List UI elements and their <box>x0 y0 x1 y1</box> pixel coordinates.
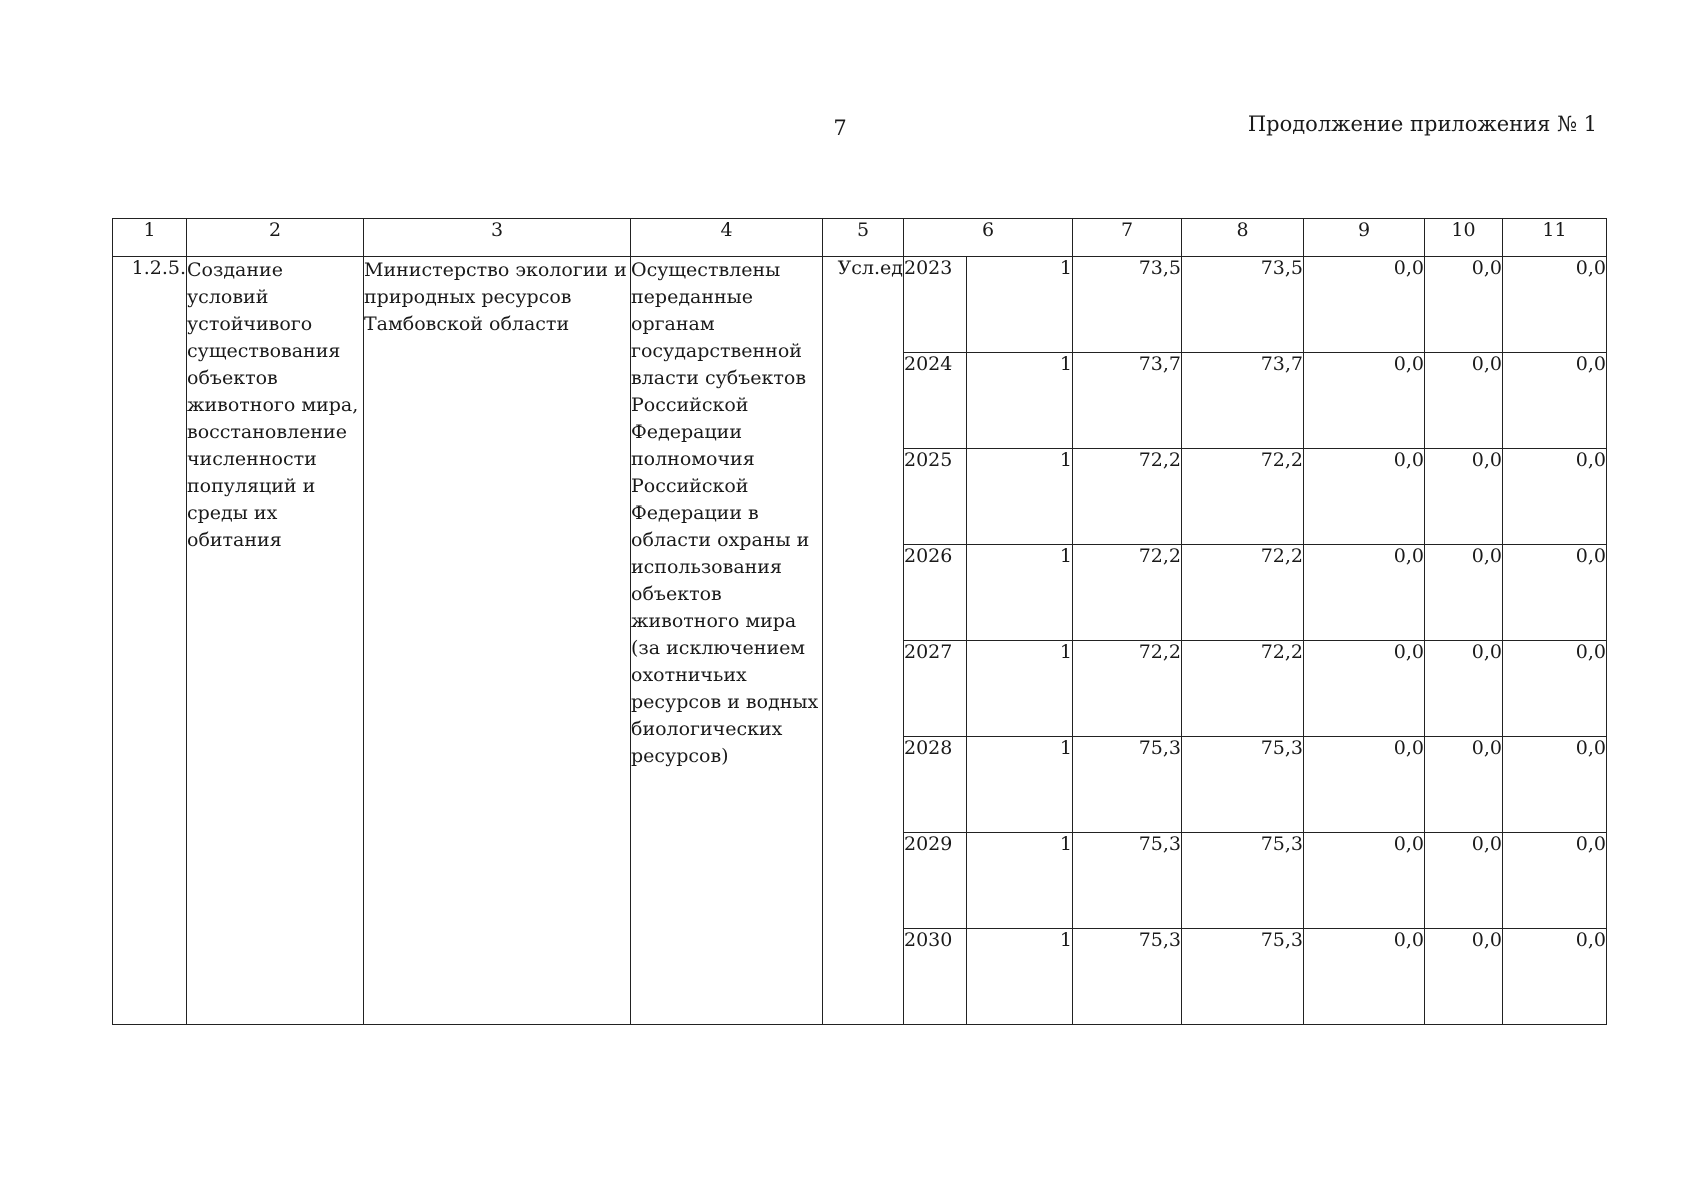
indicator-value-cell: 1 <box>967 833 1073 929</box>
amount-cell: 0,0 <box>1425 353 1503 449</box>
amount-cell: 75,3 <box>1073 929 1182 1025</box>
column-number: 9 <box>1304 219 1425 257</box>
appendix-label: Продолжение приложения № 1 <box>1247 112 1597 136</box>
data-table <box>112 218 1607 1025</box>
year-cell: 2027 <box>904 641 967 737</box>
indicator-value-cell: 1 <box>967 929 1073 1025</box>
amount-cell: 0,0 <box>1503 833 1607 929</box>
column-number: 8 <box>1182 219 1304 257</box>
year-cell: 2024 <box>904 353 967 449</box>
amount-cell: 0,0 <box>1304 545 1425 641</box>
amount-cell: 72,2 <box>1073 641 1182 737</box>
indicator-value-cell: 1 <box>967 257 1073 353</box>
unit-of-measure: Усл.ед <box>823 257 904 1025</box>
year-cell: 2028 <box>904 737 967 833</box>
indicator-value-cell: 1 <box>967 737 1073 833</box>
year-cell: 2025 <box>904 449 967 545</box>
amount-cell: 73,7 <box>1073 353 1182 449</box>
amount-cell: 75,3 <box>1182 833 1304 929</box>
amount-cell: 0,0 <box>1503 545 1607 641</box>
expected-result: Осуществлены переданные органам государственной власти субъектов Российской Федерации полномочия Российской Федерации в области охраны и использования объектов животного мира (за исключением охотничьих ресурсов и водных биологических ресурсов) <box>631 257 823 1025</box>
amount-cell: 0,0 <box>1425 257 1503 353</box>
year-cell: 2026 <box>904 545 967 641</box>
amount-cell: 72,2 <box>1182 449 1304 545</box>
column-number: 3 <box>364 219 631 257</box>
amount-cell: 72,2 <box>1073 449 1182 545</box>
amount-cell: 0,0 <box>1304 353 1425 449</box>
amount-cell: 0,0 <box>1503 929 1607 1025</box>
amount-cell: 0,0 <box>1425 545 1503 641</box>
amount-cell: 0,0 <box>1304 929 1425 1025</box>
amount-cell: 0,0 <box>1425 929 1503 1025</box>
item-name: Создание условий устойчивого существования объектов животного мира, восстановление численности популяций и среды их обитания <box>187 257 364 1025</box>
indicator-value-cell: 1 <box>967 449 1073 545</box>
year-cell: 2029 <box>904 833 967 929</box>
page-number: 7 <box>833 116 847 140</box>
amount-cell: 0,0 <box>1425 833 1503 929</box>
amount-cell: 0,0 <box>1304 257 1425 353</box>
column-number: 10 <box>1425 219 1503 257</box>
amount-cell: 0,0 <box>1304 737 1425 833</box>
item-index: 1.2.5. <box>113 257 187 1025</box>
column-number: 7 <box>1073 219 1182 257</box>
amount-cell: 73,5 <box>1182 257 1304 353</box>
amount-cell: 0,0 <box>1503 737 1607 833</box>
year-cell: 2030 <box>904 929 967 1025</box>
column-number: 5 <box>823 219 904 257</box>
table-row <box>113 257 1607 353</box>
amount-cell: 0,0 <box>1304 833 1425 929</box>
amount-cell: 0,0 <box>1425 641 1503 737</box>
responsible-executor: Министерство экологии и природных ресурсов Тамбовской области <box>364 257 631 1025</box>
column-number: 4 <box>631 219 823 257</box>
year-cell: 2023 <box>904 257 967 353</box>
amount-cell: 0,0 <box>1425 449 1503 545</box>
amount-cell: 0,0 <box>1304 449 1425 545</box>
column-number-row <box>113 219 1607 257</box>
amount-cell: 0,0 <box>1503 257 1607 353</box>
column-number: 11 <box>1503 219 1607 257</box>
column-number: 2 <box>187 219 364 257</box>
amount-cell: 73,7 <box>1182 353 1304 449</box>
amount-cell: 75,3 <box>1073 737 1182 833</box>
amount-cell: 72,2 <box>1182 641 1304 737</box>
column-number: 1 <box>113 219 187 257</box>
amount-cell: 72,2 <box>1073 545 1182 641</box>
indicator-value-cell: 1 <box>967 353 1073 449</box>
amount-cell: 0,0 <box>1304 641 1425 737</box>
amount-cell: 75,3 <box>1073 833 1182 929</box>
indicator-value-cell: 1 <box>967 545 1073 641</box>
amount-cell: 72,2 <box>1182 545 1304 641</box>
amount-cell: 73,5 <box>1073 257 1182 353</box>
amount-cell: 0,0 <box>1425 737 1503 833</box>
indicator-value-cell: 1 <box>967 641 1073 737</box>
amount-cell: 0,0 <box>1503 449 1607 545</box>
column-number: 6 <box>904 219 1073 257</box>
amount-cell: 0,0 <box>1503 641 1607 737</box>
amount-cell: 0,0 <box>1503 353 1607 449</box>
amount-cell: 75,3 <box>1182 737 1304 833</box>
amount-cell: 75,3 <box>1182 929 1304 1025</box>
